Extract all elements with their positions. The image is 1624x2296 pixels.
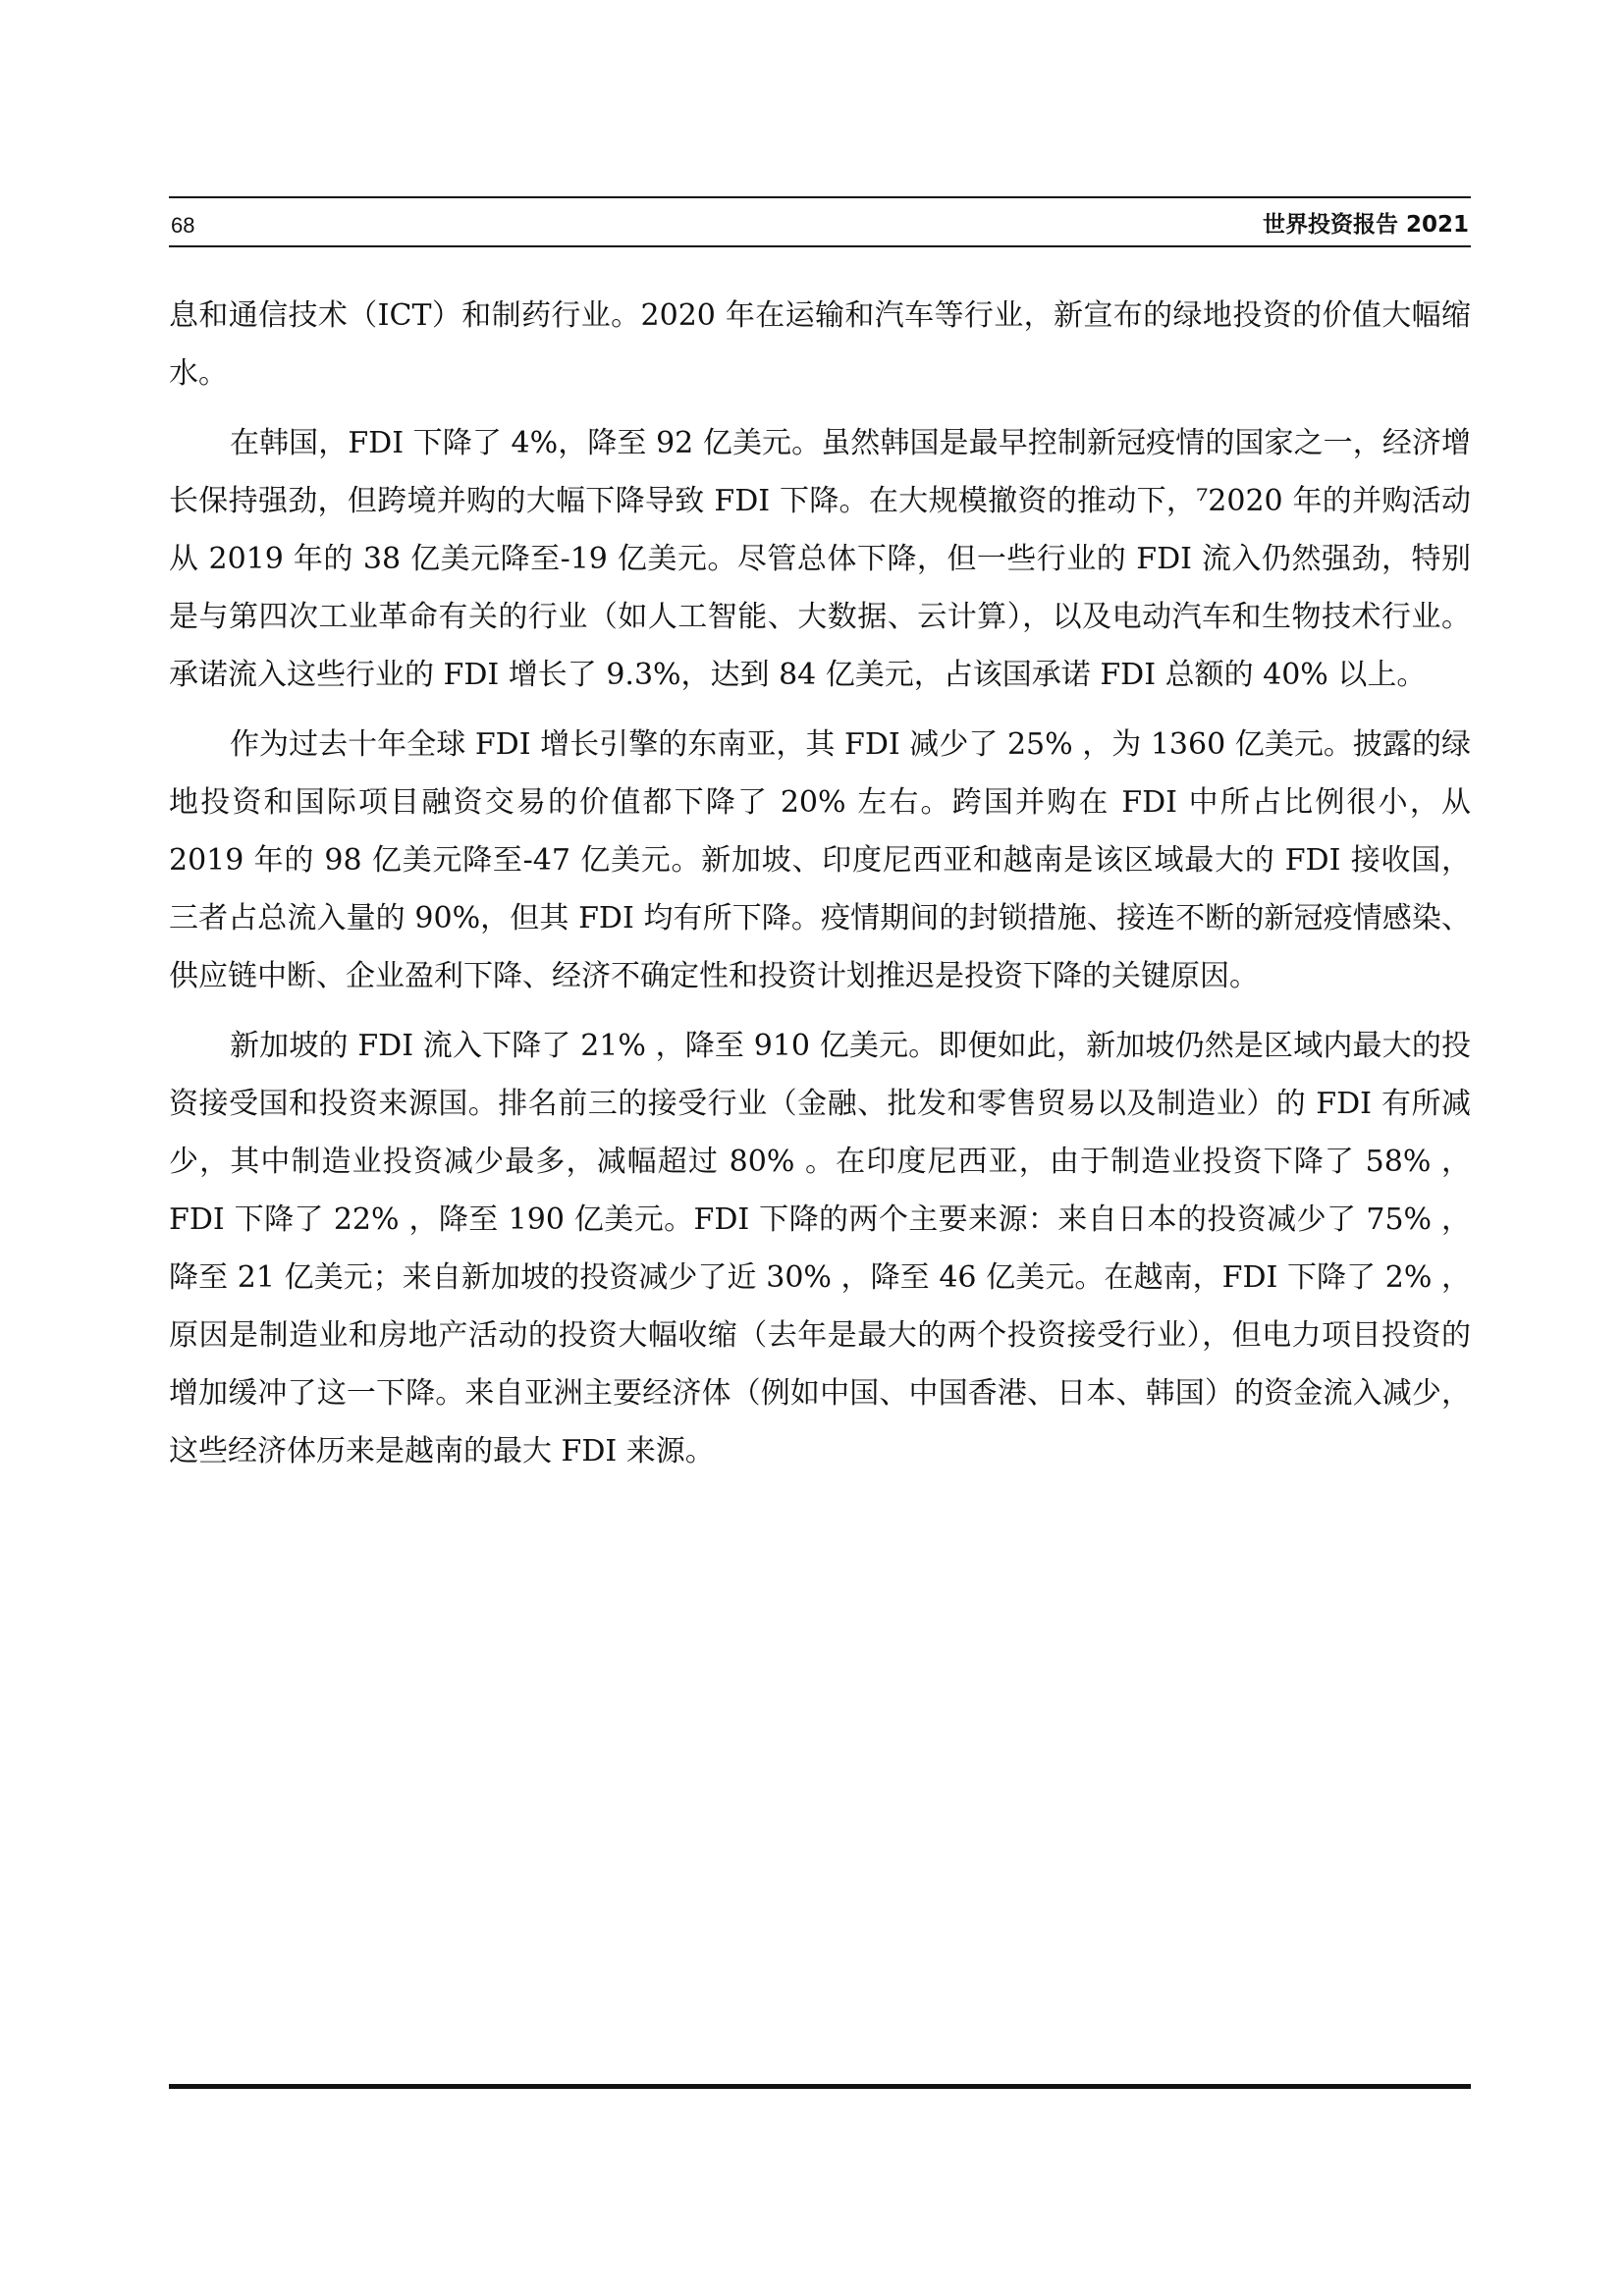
- body-text: [169, 287, 1471, 1492]
- page-number: 68: [171, 213, 195, 238]
- page-header: [169, 196, 1471, 247]
- paragraph-southeast-asia: 作为过去十年全球 FDI 增长引擎的东南亚，其 FDI 减少了 25% ，为 1360 亿美元。披露的绿地投资和国际项目融资交易的价值都下降了 20% 左右。跨国并购在 FDI 中所占比例很小，从 2019 年的 98 亿美元降至-47 亿美元。新加坡、印度尼西亚和越南是该区域最大的 FDI 接收国，三者占总流入量的 90%，但其 FDI 均有所下降。疫情期间的封锁措施、接连不断的新冠疫情感染、供应链中断、企业盈利下降、经济不确定性和投资计划推迟是投资下降的关键原因。: [169, 727, 1471, 993]
- paragraph-korea: 在韩国，FDI 下降了 4%，降至 92 亿美元。虽然韩国是最早控制新冠疫情的国家之一，经济增长保持强劲，但跨境并购的大幅下降导致 FDI 下降。在大规模撤资的推动下，⁷2020 年的并购活动从 2019 年的 38 亿美元降至-19 亿美元。尽管总体下降，但一些行业的 FDI 流入仍然强劲，特别是与第四次工业革命有关的行业（如人工智能、大数据、云计算），以及电动汽车和生物技术行业。承诺流入这些行业的 FDI 增长了 9.3%，达到 84 亿美元，占该国承诺 FDI 总额的 40% 以上。: [169, 426, 1471, 692]
- paragraph-continuation: 息和通信技术（ICT）和制药行业。2020 年在运输和汽车等行业，新宣布的绿地投资的价值大幅缩水。: [169, 298, 1471, 391]
- footer-rule: [169, 2084, 1471, 2089]
- paragraph-singapore-indonesia-vietnam: 新加坡的 FDI 流入下降了 21% ，降至 910 亿美元。即便如此，新加坡仍然是区域内最大的投资接受国和投资来源国。排名前三的接受行业（金融、批发和零售贸易以及制造业）的 FDI 有所减少，其中制造业投资减少最多，减幅超过 80% 。在印度尼西亚，由于制造业投资下降了 58% ，FDI 下降了 22% ，降至 190 亿美元。FDI 下降的两个主要来源：来自日本的投资减少了 75% ，降至 21 亿美元；来自新加坡的投资减少了近 30% ，降至 46 亿美元。在越南，FDI 下降了 2% ，原因是制造业和房地产活动的投资大幅收缩（去年是最大的两个投资接受行业），但电力项目投资的增加缓冲了这一下降。来自亚洲主要经济体（例如中国、中国香港、日本、韩国）的资金流入减少，这些经济体历来是越南的最大 FDI 来源。: [169, 1029, 1471, 1468]
- running-title: 世界投资报告 2021: [1262, 212, 1469, 238]
